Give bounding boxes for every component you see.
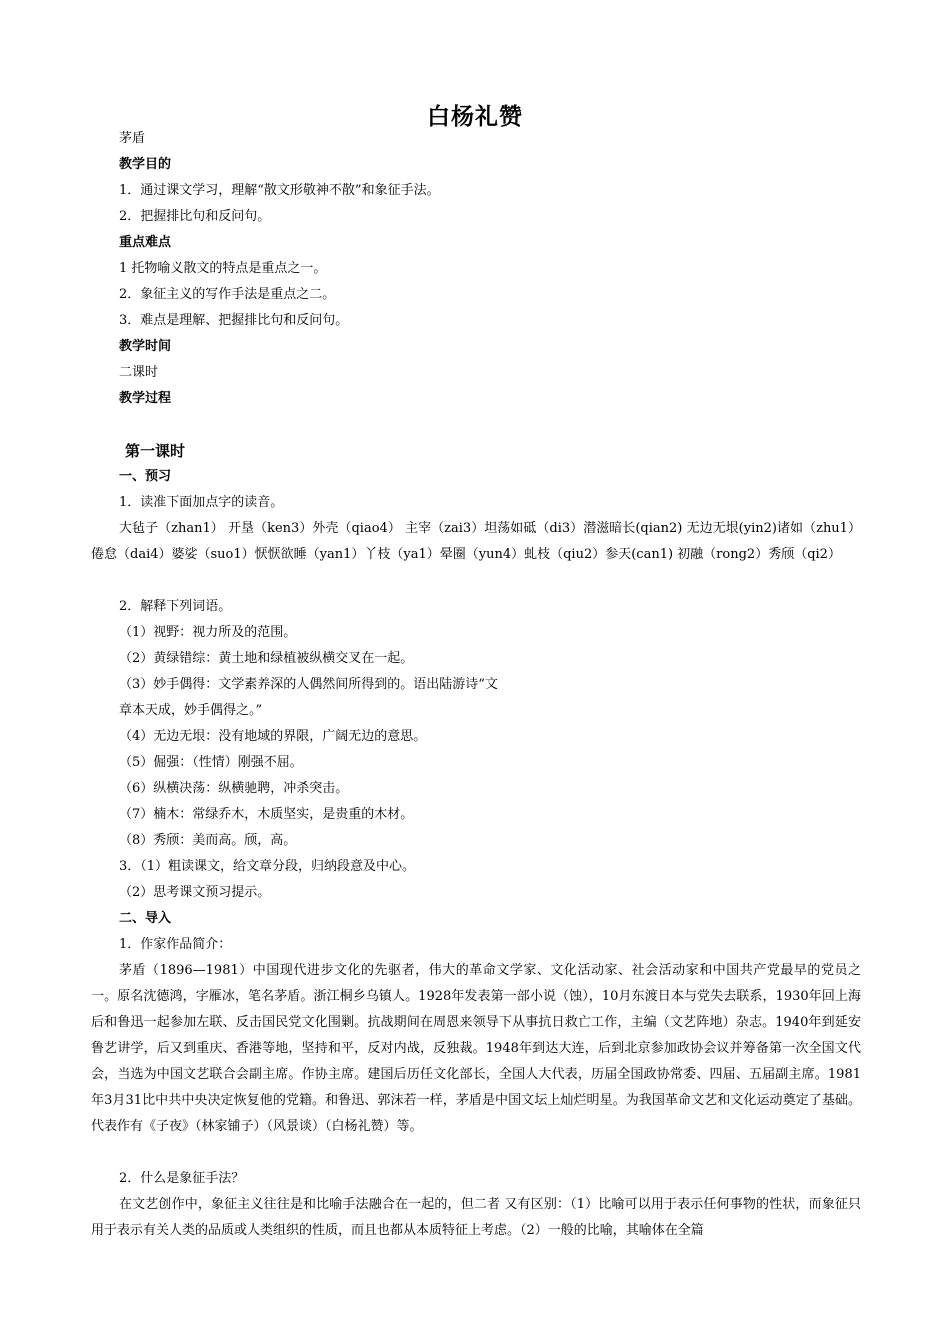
time-value: 二课时 <box>119 365 159 380</box>
author: 茅盾 <box>119 131 146 146</box>
section-heading: 二、导入 <box>119 911 172 926</box>
definition-item: （8）秀颀：美而高。颀，高。 <box>119 833 297 848</box>
preview-item: （2）思考课文预习提示。 <box>119 885 271 900</box>
definition-item: （2）黄绿错综：黄土地和绿植被纵横交叉在一起。 <box>119 651 414 666</box>
preview-item: 3．（1）粗读课文，给文章分段，归纳段意及中心。 <box>119 859 416 874</box>
objective-item: 1．通过课文学习，理解“散文形敬神不散”和象征手法。 <box>119 183 440 198</box>
objective-item: 2．把握排比句和反问句。 <box>119 209 271 224</box>
preview-item: 1．读准下面加点字的读音。 <box>119 495 284 510</box>
process-heading: 教学过程 <box>119 391 172 406</box>
key-point-item: 1 托物喻义散文的特点是重点之一。 <box>119 261 327 276</box>
definition-item: （7）楠木：常绿乔木，木质坚实，是贵重的木材。 <box>119 807 414 822</box>
definition-item: （6）纵横决荡：纵横驰聘，冲杀突击。 <box>119 781 349 796</box>
section-heading: 一、预习 <box>119 469 172 484</box>
definition-item: （3）妙手偶得：文学素养深的人偶然间所得到的。语出陆游诗“文 <box>119 677 498 692</box>
document-title: 白杨礼赞 <box>427 104 523 130</box>
definition-item: （4）无边无垠：没有地域的界限，广阔无边的意思。 <box>119 729 427 744</box>
time-heading: 教学时间 <box>119 339 172 354</box>
key-points-heading: 重点难点 <box>119 235 172 250</box>
bio-paragraph: 茅盾（1896—1981）中国现代进步文化的先驱者，伟大的革命文学家、文化活动家、社会活动家和中国共产党最早的党员之一。原名沈德鸿，字雁冰，笔名茅盾。浙江桐乡乌镇人。1928年发表第一部小说（蚀），10月东渡日本与党失去联系，1930年回上海后和鲁迅一起参加左联、反击国民党文化围剿。抗战期间在周恩来领导下从事抗日救亡工作，主编（文艺阵地）杂志。1940年到延安鲁艺讲学，后又到重庆、香港等地，坚持和平，反对内战，反独裁。1948年到达大连，后到北京参加政协会议并筹备第一次全国文代会，当选为中国文艺联合会副主席。作协主席。建国后历任文化部长，全国人大代表，历届全国政协常委、四届、五届副主席。1981年3月31比中共中央决定恢复他的党籍。和鲁迅、郭沫若一样，茅盾是中国文坛上灿烂明星。为我国革命文艺和文化运动奠定了基础。代表作有《子夜》（林家铺子）（风景谈）（白杨礼赞）等。 <box>91 963 861 1134</box>
definition-item: 章本天成，妙手偶得之。” <box>119 703 263 718</box>
pronunciation-paragraph: 大毡子（zhan1） 开垦（ken3）外壳（qiao4） 主宰（zai3）坦荡如砥（di3）潜滋暗长(qian2) 无边无垠(yin2)诸如（zhu1）倦怠（dai4）婆娑（suo1）恹恹欲睡（yan1）丫枝（ya1）晕圈（yun4）虬枝（qiu2）参天(can1) 初融（rong2）秀颀（qi2） <box>91 521 861 562</box>
key-point-item: 3．难点是理解、把握排比句和反问句。 <box>119 313 349 328</box>
lesson-heading: 第一课时 <box>125 442 186 460</box>
definition-item: （1）视野：视力所及的范围。 <box>119 625 297 640</box>
intro-item: 2．什么是象征手法？ <box>119 1171 245 1186</box>
preview-item: 2．解释下列词语。 <box>119 599 232 614</box>
definition-item: （5）倔强：（性情）刚强不屈。 <box>119 755 303 770</box>
symbol-paragraph: 在文艺创作中，象征主义往往是和比喻手法融合在一起的，但二者 又有区别：（1）比喻可以用于表示任何事物的性状，而象征只用于表示有关人类的品质或人类组织的性质，而且也都从本质特征上考虑。（2）一般的比喻，其喻体在全篇 <box>91 1197 861 1238</box>
intro-item: 1．作家作品简介： <box>119 937 232 952</box>
key-point-item: 2．象征主义的写作手法是重点之二。 <box>119 287 336 302</box>
objectives-heading: 教学目的 <box>119 157 172 172</box>
